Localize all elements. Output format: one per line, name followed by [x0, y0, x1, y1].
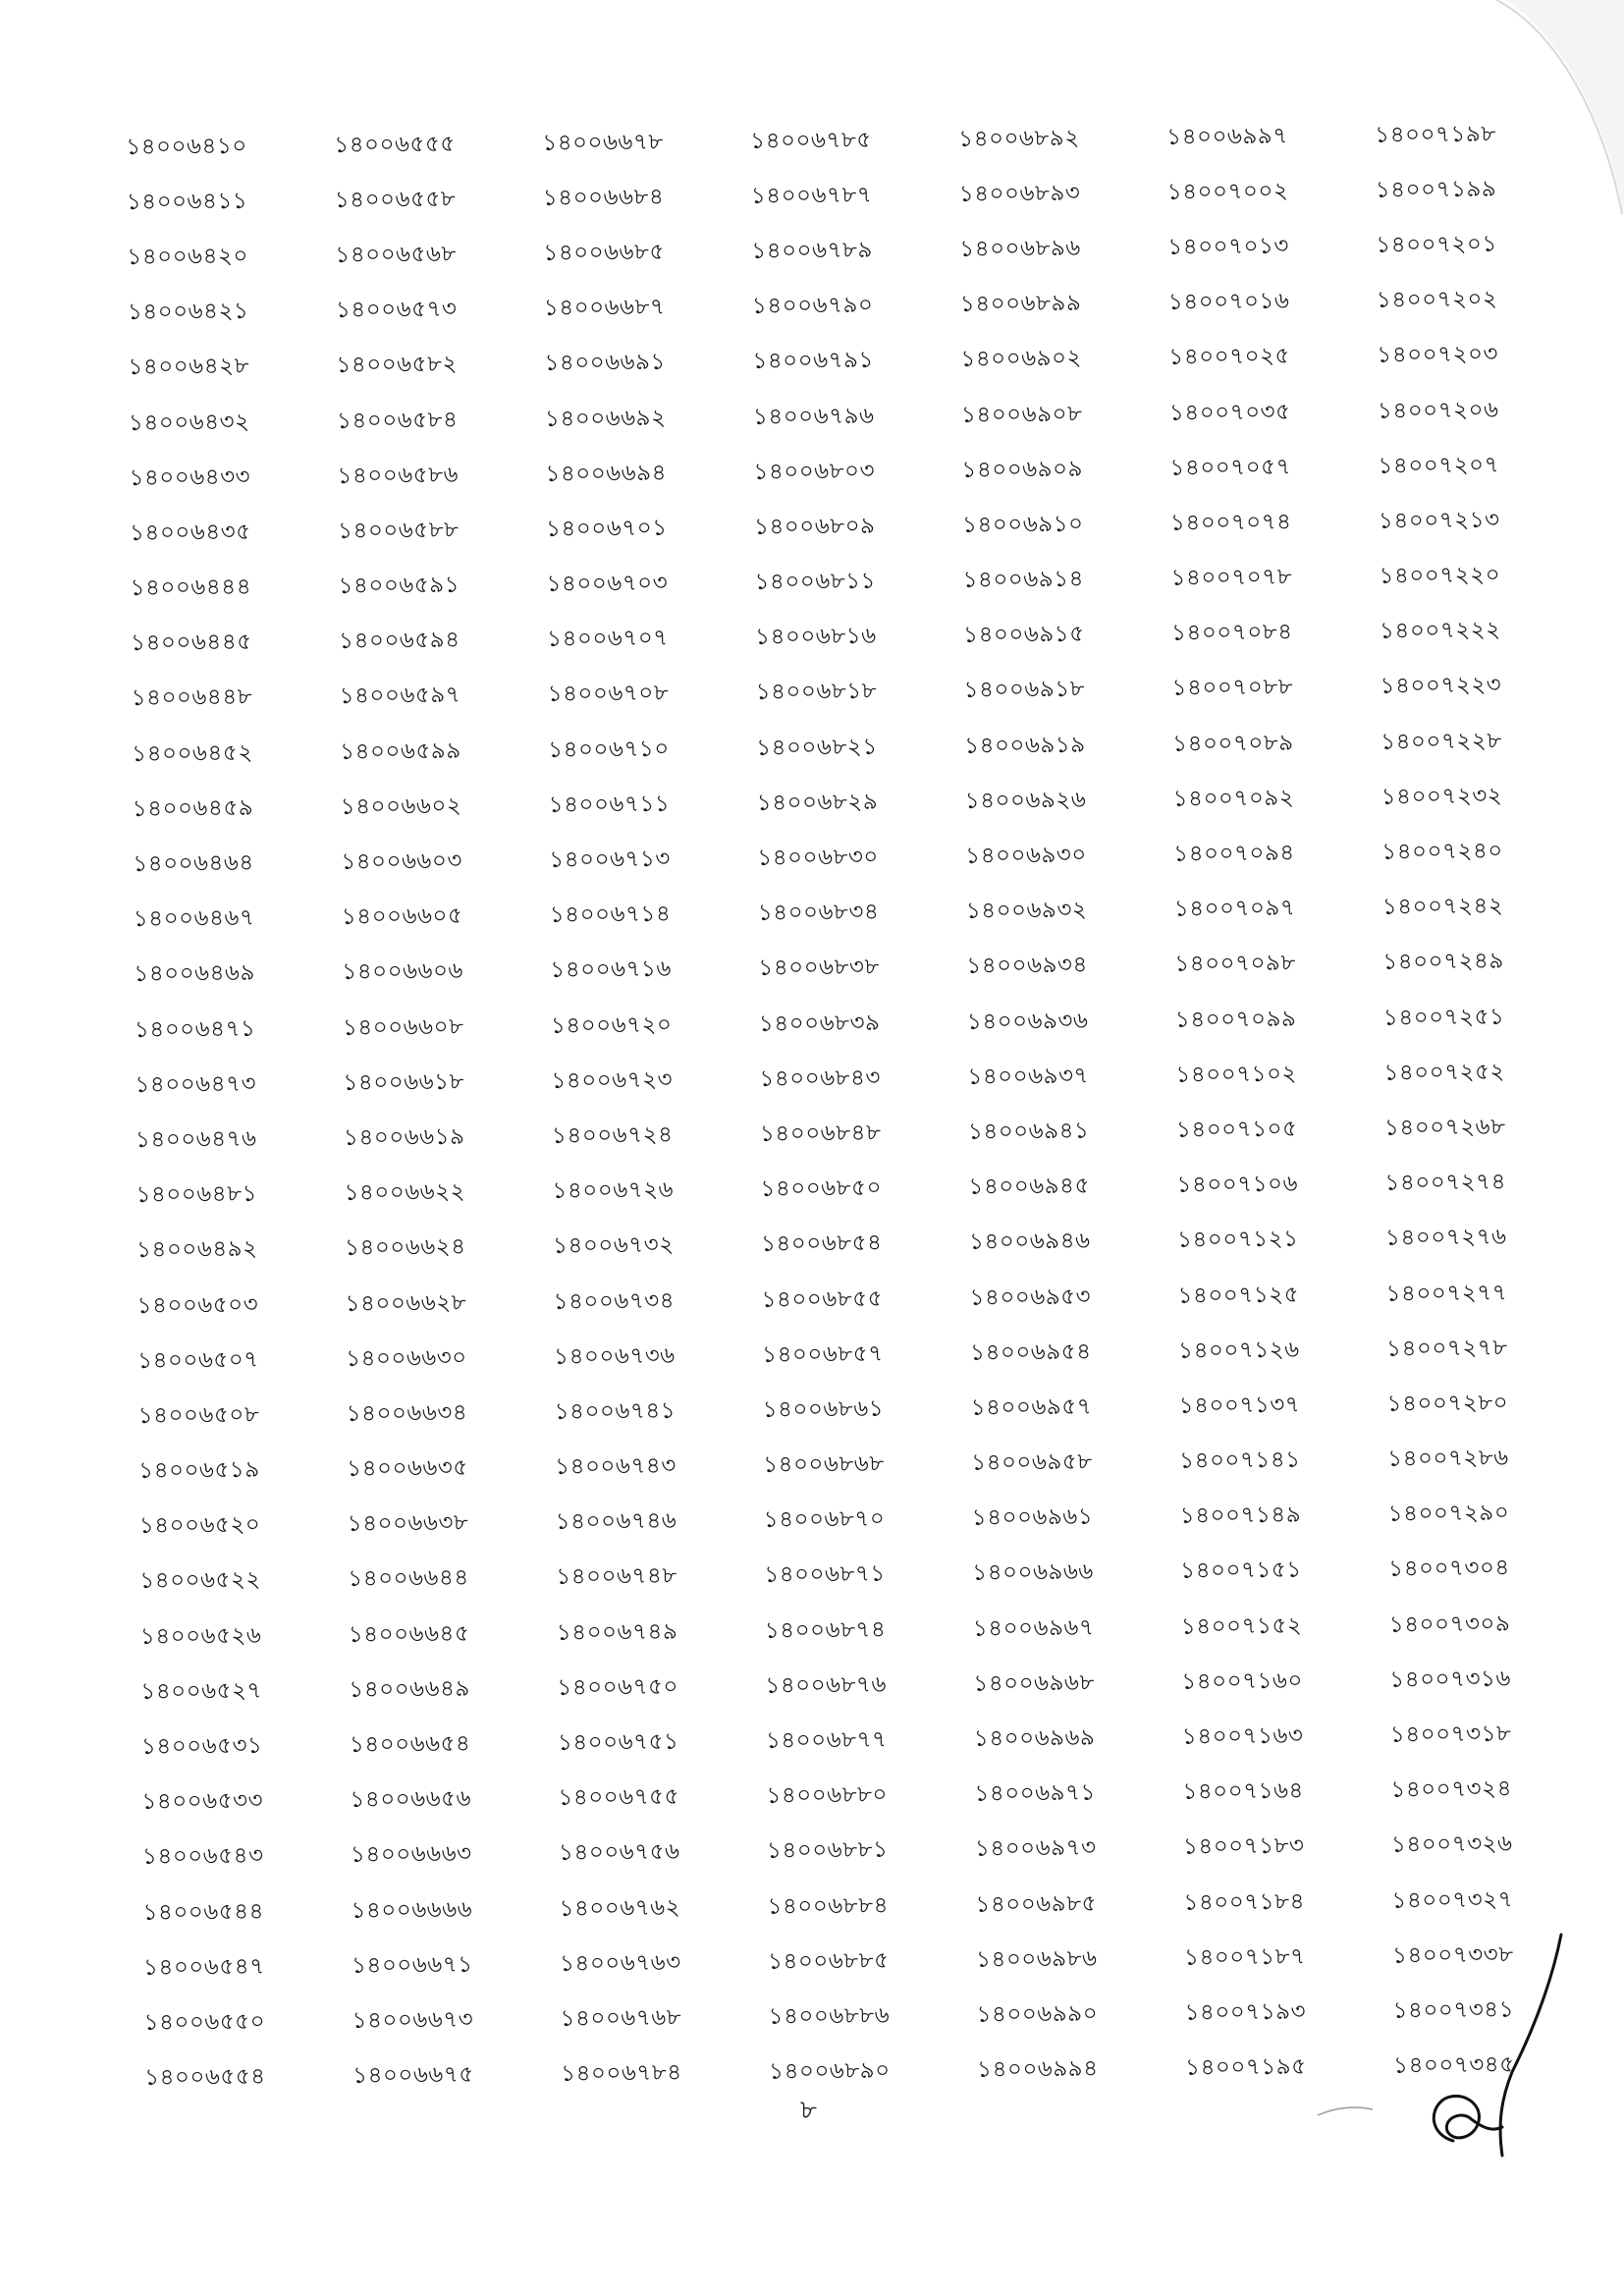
roll-number-cell: ১৪০০৬৮৩৮	[758, 955, 880, 982]
roll-number-cell: ১৪০০৬৬২৮	[345, 1289, 467, 1317]
roll-number-cell: ১৪০০৬৬৯১	[544, 350, 667, 377]
roll-number-cell: ১৪০০৬৫২০	[138, 1512, 261, 1540]
roll-number-cell: ১৪০০৭০৭৮	[1170, 564, 1293, 591]
roll-number-cell: ১৪০০৬৬৪৪	[348, 1565, 469, 1593]
roll-number-cell: ১৪০০৭০০২	[1166, 178, 1289, 205]
roll-number-cell: ১৪০০৭১৬০	[1181, 1667, 1303, 1695]
roll-number-cell: ১৪০০৭২২০	[1379, 562, 1501, 589]
roll-number-cell: ১৪০০৬৮৫৫	[761, 1285, 884, 1313]
roll-number-cell: ১৪০০৬৮৮৪	[767, 1892, 890, 1920]
roll-number-cell: ১৪০০৬৭০৮	[547, 681, 670, 708]
roll-number-cell: ১৪০০৬৮৮০	[766, 1781, 889, 1810]
roll-number-cell: ১৪০০৭৩১৬	[1389, 1666, 1511, 1693]
roll-number-cell: ১৪০০৬৬০৩	[341, 847, 462, 875]
roll-number-cell: ১৪০০৬৯৫৪	[969, 1339, 1092, 1366]
roll-number-cell: ১৪০০৬৯৭৩	[974, 1834, 1097, 1863]
roll-number-cell: ১৪০০৬৫৫০	[143, 2008, 266, 2036]
roll-number-cell: ১৪০০৬৮৮৫	[767, 1947, 890, 1975]
roll-number-cell: ১৪০০৬৬১৮	[343, 1068, 465, 1096]
roll-number-cell: ১৪০০৭২৫১	[1382, 1004, 1505, 1031]
roll-number-cell: ১৪০০৬৯৩২	[965, 897, 1088, 925]
roll-number-cell: ১৪০০৬৮৩৯	[758, 1010, 881, 1037]
roll-number-cell: ১৪০০৬৯৫৭	[970, 1394, 1093, 1421]
roll-number-cell: ১৪০০৬৮১৮	[755, 679, 878, 706]
roll-number-cell: ১৪০০৬৯৩৬	[966, 1008, 1089, 1035]
roll-number-cell: ১৪০০৬৯৮৫	[975, 1890, 1098, 1918]
roll-number-cell: ১৪০০৭২০৩	[1377, 341, 1499, 369]
roll-number-cell: ১৪০০৬৪৮১	[135, 1180, 258, 1209]
roll-number-cell: ১৪০০৭১৮৭	[1183, 1943, 1306, 1971]
roll-number-cell: ১৪০০৭২৮০	[1386, 1390, 1509, 1417]
roll-number-cell: ১৪০০৬৫৫৪	[144, 2063, 266, 2092]
roll-number-cell: ১৪০০৬৬৫৬	[350, 1785, 472, 1814]
roll-number-cell: ১৪০০৬৪২৮	[128, 354, 250, 381]
roll-number-cell: ১৪০০৬৫৮৮	[337, 517, 460, 544]
roll-number-cell: ১৪০০৬৯২৬	[964, 787, 1087, 814]
roll-number-cell: ১৪০০৬৭৪৬	[555, 1507, 677, 1536]
roll-number-cell: ১৪০০৬৬৭৫	[352, 2061, 474, 2090]
roll-number-cell: ১৪০০৬৪৩৫	[129, 519, 251, 546]
roll-number-cell: ১৪০০৬৭৫৬	[558, 1839, 680, 1867]
roll-number-cell: ১৪০০৭১৪৯	[1179, 1502, 1302, 1530]
roll-number-cell: ১৪০০৬৫২২	[139, 1567, 261, 1595]
roll-number-cell: ১৪০০৬৫১৯	[138, 1456, 260, 1485]
roll-number-cell: ১৪০০৭২৭৬	[1384, 1224, 1507, 1252]
roll-number-cell: ১৪০০৭৩৪৫	[1392, 2051, 1515, 2079]
roll-number-cell: ১৪০০৬৭২৩	[551, 1066, 674, 1094]
roll-number-cell: ১৪০০৬৭০১	[545, 515, 668, 542]
roll-number-cell: ১৪০০৬৫৪৪	[142, 1898, 265, 1926]
roll-number-cell: ১৪০০৬৭০৩	[546, 570, 669, 598]
roll-number-cell: ১৪০০৭২৭৭	[1385, 1280, 1508, 1307]
roll-number-cell: ১৪০০৬৯১৫	[962, 621, 1085, 649]
roll-number-cell: ১৪০০৬৪২১	[127, 298, 249, 326]
roll-number-cell: ১৪০০৬৫৬৮	[335, 241, 457, 268]
roll-number-cell: ১৪০০৬৯৭১	[974, 1779, 1097, 1807]
roll-number-cell: ১৪০০৬৮৯২	[958, 125, 1080, 152]
roll-number-cell: ১৪০০৬৫৪৭	[142, 1953, 265, 1981]
roll-number-cell: ১৪০০৬৫৯৯	[340, 738, 461, 765]
roll-number-cell: ১৪০০৬৬৭৮	[542, 129, 664, 156]
roll-number-cell: ১৪০০৭১৫২	[1180, 1613, 1303, 1640]
roll-number-cell: ১৪০০৭০৯৮	[1174, 951, 1296, 978]
roll-number-cell: ১৪০০৬৫০৮	[137, 1401, 260, 1429]
roll-number-cell: ১৪০০৭১৯৯	[1375, 176, 1497, 203]
roll-number-cell: ১৪০০৬৪৪৫	[130, 629, 252, 657]
roll-number-cell: ১৪০০৭০৮৯	[1172, 730, 1294, 757]
roll-number-cell: ১৪০০৬৫৯১	[338, 572, 460, 600]
roll-number-cell: ১৪০০৭২৫২	[1383, 1059, 1506, 1086]
roll-number-cell: ১৪০০৬৬৩৫	[347, 1454, 468, 1482]
roll-number-cell: ১৪০০৭১৯৩	[1184, 1998, 1307, 2026]
roll-number-cell: ১৪০০৬৯৯০	[976, 2000, 1099, 2028]
roll-number-cell: ১৪০০৭২০৭	[1378, 452, 1500, 479]
roll-number-cell: ১৪০০৭২৪০	[1381, 838, 1503, 865]
roll-number-cell: ১৪০০৬৬৭১	[351, 1951, 473, 1979]
roll-number-cell: ১৪০০৬৭৬৩	[559, 1949, 681, 1977]
roll-number-cell: ১৪০০৭১৬৩	[1181, 1722, 1304, 1750]
roll-number-cell: ১৪০০৬৬১৯	[343, 1123, 465, 1151]
roll-number-cell: ১৪০০৭২২২	[1379, 617, 1501, 645]
roll-number-cell: ১৪০০৬৯৬৯	[973, 1724, 1096, 1752]
roll-number-cell: ১৪০০৬৬৩০	[345, 1344, 467, 1372]
roll-number-cell: ১৪০০৭০৫৭	[1169, 454, 1292, 481]
roll-number-cell: ১৪০০৬৮২১	[756, 734, 878, 761]
roll-number-cell: ১৪০০৬৭৩২	[552, 1232, 675, 1260]
roll-number-cell: ১৪০০৬৮৬৮	[763, 1450, 885, 1478]
roll-number-cell: ১৪০০৬৭২০	[550, 1011, 673, 1039]
roll-number-cell: ১৪০০৬৪৬৭	[133, 904, 255, 933]
roll-number-cell: ১৪০০৬৯৬৬	[972, 1559, 1094, 1587]
roll-number-cell: ১৪০০৬৭১৪	[549, 901, 672, 929]
roll-number-cell: ১৪০০৭০৩৫	[1168, 399, 1291, 426]
roll-number-cell: ১৪০০৭১২৫	[1177, 1282, 1300, 1309]
roll-number-cell: ১৪০০৭৩১৮	[1389, 1721, 1512, 1748]
roll-number-cell: ১৪০০৭১২৬	[1177, 1337, 1300, 1364]
roll-number-cell: ১৪০০৬৫৭৩	[335, 296, 458, 324]
roll-number-cell: ১৪০০৬৯৪৬	[968, 1228, 1091, 1256]
roll-number-cell: ১৪০০৬৮৭৬	[765, 1671, 888, 1699]
roll-number-cell: ১৪০০৬৭১১	[548, 791, 671, 818]
roll-number-cell: ১৪০০৬৮৯০	[768, 2057, 891, 2085]
roll-number-cell: ১৪০০৬৫৩১	[140, 1732, 263, 1760]
roll-number-cell: ১৪০০৬৮১১	[754, 568, 877, 595]
roll-number-cell: ১৪০০৬৬৩৮	[347, 1509, 469, 1538]
roll-number-cell: ১৪০০৬৮৭৭	[765, 1726, 888, 1754]
roll-number-cell: ১৪০০৬৬০২	[340, 793, 462, 820]
roll-number-cell: ১৪০০৬৭৮৯	[751, 237, 873, 264]
roll-number-cell: ১৪০০৬৫৮২	[336, 352, 459, 379]
roll-number-cell: ১৪০০৭৩২৭	[1391, 1886, 1514, 1914]
roll-number-cell: ১৪০০৬৯১০	[961, 511, 1084, 538]
roll-number-cell: ১৪০০৬৪১১	[126, 188, 248, 215]
roll-number-cell: ১৪০০৬৯১৮	[963, 677, 1086, 704]
roll-number-cell: ১৪০০৬৮৯৩	[958, 180, 1081, 207]
roll-number-cell: ১৪০০৬৭৫১	[557, 1728, 679, 1756]
roll-number-cell: ১৪০০৬৮৮১	[766, 1837, 889, 1865]
roll-number-cell: ১৪০০৬৪৫৯	[132, 794, 254, 822]
roll-number-cell: ১৪০০৬৬২২	[344, 1178, 466, 1207]
roll-number-cell: ১৪০০৬৭৩৪	[553, 1287, 676, 1315]
roll-number-cell: ১৪০০৬৭৮৫	[750, 127, 872, 154]
roll-number-cell: ১৪০০৬৮২৯	[756, 789, 879, 816]
roll-number-cell: ১৪০০৭২২৮	[1380, 728, 1502, 755]
roll-number-cell: ১৪০০৭৩০৪	[1388, 1556, 1510, 1583]
roll-number-cell: ১৪০০৭২৬৮	[1383, 1114, 1506, 1141]
roll-number-cell: ১৪০০৬৭৫৫	[558, 1783, 680, 1812]
roll-number-cell: ১৪০০৬৯১৯	[964, 732, 1086, 759]
roll-number-cell: ১৪০০৭১০৬	[1176, 1171, 1299, 1198]
roll-number-cell: ১৪০০৬৬৬৩	[350, 1841, 472, 1869]
roll-number-cell: ১৪০০৬৮৫০	[760, 1175, 883, 1203]
roll-number-cell: ১৪০০৭২০১	[1376, 231, 1497, 258]
roll-number-cell: ১৪০০৭১৮৩	[1182, 1832, 1305, 1861]
roll-number-cell: ১৪০০৬৮৭৪	[764, 1616, 887, 1644]
roll-number-cell: ১৪০০৬৭০৭	[546, 626, 669, 653]
roll-number-cell: ১৪০০৬৮৩৪	[757, 899, 880, 927]
roll-number-cell: ১৪০০৭২০৬	[1377, 397, 1499, 424]
roll-number-cell: ১৪০০৭০৯৪	[1173, 840, 1295, 867]
roll-number-cell: ১৪০০৬৭১০	[548, 736, 670, 763]
roll-number-cell: ১৪০০৬৭৩৬	[553, 1342, 676, 1370]
roll-number-cell: ১৪০০৬৬৯২	[544, 405, 667, 432]
roll-number-cell: ১৪০০৬৮০৯	[753, 513, 876, 540]
roll-number-cell: ১৪০০৬৯৪১	[967, 1118, 1090, 1145]
roll-number-cell: ১৪০০৬৭৮৭	[750, 182, 873, 209]
page-number: ৮	[800, 2096, 817, 2125]
roll-number-cell: ১৪০০৬৫৮৪	[336, 407, 459, 434]
roll-number-cell: ১৪০০৭০২৫	[1168, 343, 1291, 371]
roll-number-cell: ১৪০০৬৫৯৭	[339, 683, 461, 710]
roll-number-cell: ১৪০০৭৩৪১	[1392, 1996, 1515, 2024]
roll-number-cell: ১৪০০৬৭৮৪	[560, 2059, 682, 2087]
roll-number-cell: ১৪০০৬৪১০	[126, 133, 247, 160]
roll-number-cell: ১৪০০৬৪৭৩	[135, 1070, 257, 1098]
roll-number-cell: ১৪০০৬৮৪৮	[759, 1120, 882, 1147]
roll-number-cell: ১৪০০৬৬২৪	[344, 1234, 466, 1262]
roll-number-cell: ১৪০০৭০১৬	[1167, 288, 1290, 315]
roll-number-cell: ১৪০০৭১৪১	[1179, 1447, 1301, 1474]
roll-number-cell: ১৪০০৭৩২৪	[1390, 1776, 1513, 1803]
roll-number-cell: ১৪০০৬৫৪৩	[141, 1843, 264, 1871]
handwritten-signature-icon	[1414, 1925, 1571, 2160]
roll-number-cell: ১৪০০৬৭৫০	[557, 1673, 679, 1701]
roll-number-cell: ১৪০০৭২৪২	[1381, 893, 1504, 920]
roll-number-cell: ১৪০০৬৭২৬	[552, 1176, 675, 1205]
roll-number-cell: ১৪০০৭৩০৯	[1388, 1611, 1511, 1638]
roll-number-cell: ১৪০০৭১৫১	[1180, 1558, 1302, 1585]
roll-number-cell: ১৪০০৬৬৩৪	[346, 1399, 468, 1427]
roll-number-cell: ১৪০০৬৯৩০	[965, 842, 1087, 869]
roll-number-cell: ১৪০০৭১৬৪	[1182, 1777, 1305, 1805]
roll-number-cell: ১৪০০৬৮৯৯	[959, 290, 1082, 318]
roll-number-cell: ১৪০০৭৩৩৮	[1391, 1941, 1514, 1969]
roll-number-cell: ১৪০০৭০১৩	[1167, 233, 1289, 260]
roll-number-cell: ১৪০০৬৭৬৮	[560, 2004, 682, 2032]
roll-number-cell: ১৪০০৬৭৯১	[752, 348, 875, 375]
roll-number-cell: ১৪০০৭০৮৮	[1171, 675, 1294, 702]
roll-number-cell: ১৪০০৬৯৪৫	[968, 1173, 1091, 1200]
roll-number-cell: ১৪০০৬৫০৭	[137, 1346, 259, 1374]
roll-number-cell: ১৪০০৬৭৪১	[554, 1397, 677, 1425]
roll-number-cell: ১৪০০৬৯৮৬	[975, 1945, 1098, 1973]
roll-number-cell: ১৪০০৭০৮৪	[1170, 619, 1293, 647]
roll-number-cell: ১৪০০৬৮৭০	[763, 1505, 886, 1534]
roll-number-cell: ১৪০০৬৬৪৯	[349, 1675, 471, 1703]
roll-number-cell: ১৪০০৭১৮৪	[1183, 1888, 1306, 1916]
roll-number-cell: ১৪০০৬৯০৮	[960, 401, 1083, 428]
roll-number-cell: ১৪০০৭২২৩	[1380, 673, 1502, 700]
roll-number-cell: ১৪০০৬৮১৬	[754, 623, 877, 651]
roll-number-cell: ১৪০০৬৫২৭	[140, 1677, 263, 1705]
roll-number-cell: ১৪০০৬৯৩৭	[967, 1063, 1090, 1090]
roll-number-cell: ১৪০০৬৬৮৭	[543, 294, 666, 322]
roll-number-cell: ১৪০০৬৮৫৪	[760, 1230, 883, 1258]
roll-number-cell: ১৪০০৬৬০৬	[342, 958, 464, 986]
roll-number-cell: ১৪০০৬৭৬২	[559, 1894, 681, 1922]
roll-number-cell: ১৪০০৭৩২৬	[1390, 1831, 1513, 1859]
roll-number-cell: ১৪০০৭২৪৯	[1382, 948, 1504, 976]
roll-number-cell: ১৪০০৬৭৪৯	[556, 1618, 678, 1646]
roll-number-cell: ১৪০০৭০৯৭	[1173, 895, 1296, 923]
roll-number-cell: ১৪০০৬৬৬৬	[351, 1896, 473, 1924]
roll-number-cell: ১৪০০৭০৯২	[1172, 785, 1295, 812]
roll-number-cell: ১৪০০৬৯৯৪	[976, 2055, 1099, 2083]
roll-number-cell: ১৪০০৬৫৮৬	[337, 462, 460, 489]
roll-number-cell: ১৪০০৬৯৩৪	[966, 953, 1088, 980]
roll-number-cell: ১৪০০৭২৭৮	[1385, 1335, 1508, 1362]
roll-number-cell: ১৪০০৬৪৩২	[128, 409, 250, 436]
roll-number-cell: ১৪০০৭২৮৬	[1387, 1445, 1509, 1472]
roll-number-cell: ১৪০০৬৯৫৮	[971, 1449, 1093, 1476]
roll-number-cell: ১৪০০৬৬০৫	[341, 902, 463, 931]
roll-number-cell: ১৪০০৬৭৯০	[751, 292, 874, 320]
roll-number-cell: ১৪০০৬৫৩৩	[141, 1787, 264, 1816]
roll-number-cell: ১৪০০৬৬৯৪	[545, 460, 668, 487]
roll-number-cell: ১৪০০৬৫৯৪	[338, 628, 460, 655]
roll-number-cell: ১৪০০৬৯৯৭	[1166, 123, 1288, 150]
roll-number-cell: ১৪০০৬৬৮৪	[542, 184, 665, 211]
roll-number-cell: ১৪০০৬৮৫৭	[761, 1340, 884, 1368]
roll-number-cell: ১৪০০৬৭৪৩	[555, 1452, 677, 1480]
roll-number-cell: ১৪০০৬৬০৮	[342, 1013, 464, 1041]
roll-number-cell: ১৪০০৬৪৪৮	[131, 684, 253, 712]
roll-number-cell: ১৪০০৭০৯৯	[1174, 1006, 1297, 1033]
roll-number-cell: ১৪০০৬৬৭৩	[352, 2006, 474, 2034]
roll-number-cell: ১৪০০৬৮৩০	[757, 844, 879, 871]
roll-number-cell: ১৪০০৬৯৬৮	[973, 1669, 1095, 1697]
roll-number-cell: ১৪০০৭১২১	[1176, 1226, 1299, 1254]
roll-number-cell: ১৪০০৬৬৪৫	[348, 1620, 470, 1648]
roll-number-cell: ১৪০০৬৪৩৩	[129, 464, 251, 491]
roll-number-cell: ১৪০০৭১০৫	[1175, 1116, 1298, 1143]
roll-number-cell: ১৪০০৬৯৫৩	[969, 1284, 1092, 1311]
roll-number-cell: ১৪০০৬৮৬১	[762, 1395, 885, 1423]
roll-number-cell: ১৪০০৬৪৬৪	[133, 849, 254, 877]
roll-number-cell: ১৪০০৬৮৮৬	[768, 2002, 891, 2030]
roll-number-cell: ১৪০০৬৪৬৯	[134, 960, 256, 988]
roll-number-cell: ১৪০০৬৭২৪	[551, 1121, 674, 1149]
roll-number-cell: ১৪০০৬৯০২	[960, 346, 1083, 373]
roll-number-cell: ১৪০০৬৯৬৭	[972, 1614, 1095, 1642]
roll-number-grid	[126, 106, 1578, 2106]
roll-number-cell: ১৪০০৭২৩২	[1380, 783, 1503, 810]
roll-number-cell: ১৪০০৬৫৫৮	[334, 186, 457, 213]
roll-number-cell: ১৪০০৬৭১৬	[550, 957, 673, 984]
roll-number-cell: ১৪০০৬৯৬১	[971, 1503, 1094, 1532]
roll-number-cell: ১৪০০৬৪২০	[127, 243, 249, 270]
roll-number-cell: ১৪০০৭১০২	[1175, 1061, 1298, 1088]
roll-number-cell: ১৪০০৭২০২	[1376, 286, 1498, 313]
roll-number-cell: ১৪০০৬৯০৯	[961, 456, 1084, 483]
roll-number-cell: ১৪০০৬৪৭৬	[135, 1125, 257, 1153]
roll-number-cell: ১৪০০৬৫০৩	[136, 1291, 259, 1319]
roll-number-cell: ১৪০০৬৮৭১	[764, 1561, 886, 1589]
roll-number-cell: ১৪০০৭২৯০	[1387, 1500, 1510, 1528]
roll-number-cell: ১৪০০৭২১৩	[1378, 507, 1500, 534]
roll-number-cell: ১৪০০৬৪৪৪	[130, 574, 252, 602]
roll-number-cell: ১৪০০৭০৭৪	[1169, 509, 1292, 536]
roll-number-cell: ১৪০০৬৪৯২	[135, 1236, 258, 1264]
roll-number-cell: ১৪০০৭২৭৪	[1384, 1169, 1507, 1196]
roll-number-cell: ১৪০০৬৫২৬	[139, 1622, 262, 1650]
roll-number-cell: ১৪০০৬৮৯৬	[959, 235, 1081, 262]
roll-number-cell: ১৪০০৭১৯৮	[1375, 121, 1496, 148]
roll-number-cell: ১৪০০৬৮৪৩	[759, 1065, 882, 1092]
roll-number-cell: ১৪০০৬৭৯৬	[752, 403, 875, 430]
roll-number-cell: ১৪০০৬৬৫৪	[349, 1730, 471, 1758]
roll-number-cell: ১৪০০৭১৯৫	[1184, 2053, 1307, 2081]
roll-number-cell: ১৪০০৬৮০৩	[753, 458, 876, 485]
roll-number-cell: ১৪০০৭১৩৭	[1178, 1392, 1301, 1419]
roll-number-cell: ১৪০০৬৭৪৮	[556, 1563, 677, 1591]
roll-number-cell: ১৪০০৬৪৫২	[132, 739, 253, 767]
roll-number-cell: ১৪০০৬৯১৪	[962, 566, 1085, 593]
roll-number-cell: ১৪০০৬৫৫৫	[334, 131, 456, 158]
roll-number-cell: ১৪০০৬৬৮৫	[543, 239, 665, 266]
roll-number-cell: ১৪০০৬৭১৩	[549, 846, 671, 873]
pen-stroke-icon	[1316, 2102, 1375, 2121]
roll-number-cell: ১৪০০৬৪৭১	[134, 1015, 256, 1043]
